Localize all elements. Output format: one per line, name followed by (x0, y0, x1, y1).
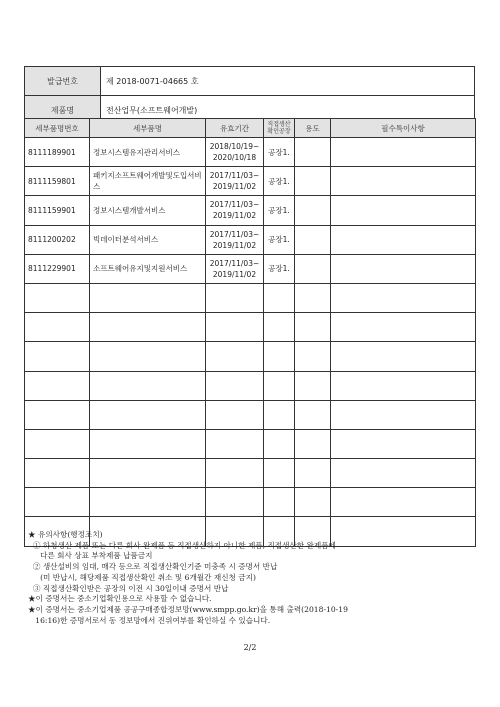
table-row (25, 342, 476, 371)
notice-line: 16:16)한 증명서로서 동 정보망에서 진위여부를 확인하실 수 있습니다. (28, 615, 271, 625)
valid-period-end: 2019/11/02 (212, 211, 257, 221)
notes-cell (331, 488, 476, 517)
detail-name-cell (90, 371, 206, 400)
header-factory-confirm (264, 119, 295, 138)
notice-line: ① 하청생산 제품 또는 다른 회사 완제품 등 직접생산하지 아니한 제품, 직접생산한 완제품에 (28, 540, 336, 550)
usage-cell (295, 400, 331, 429)
detail-products-table (24, 118, 476, 547)
valid-period-cell (206, 167, 264, 196)
usage-cell (295, 196, 331, 225)
factory-cell: 공장1. (264, 167, 295, 196)
valid-period-start: 2017/11/03~ (209, 229, 260, 239)
table-row (25, 167, 476, 196)
header-factory-confirm-line1: 직접생산 (267, 121, 291, 128)
detail-number-cell (25, 459, 90, 488)
usage-cell (295, 488, 331, 517)
factory-cell (264, 283, 295, 312)
table-row (25, 283, 476, 312)
certificate-info-table (24, 66, 475, 125)
table-row (25, 196, 476, 225)
notes-cell (331, 196, 476, 225)
usage-cell (295, 283, 331, 312)
notes-cell (331, 138, 476, 167)
valid-period-cell (206, 138, 264, 167)
table-row (25, 429, 476, 458)
notes-cell (331, 313, 476, 342)
header-valid-period: 유효기간 (206, 119, 264, 138)
notice-line: 다른 회사 상표 부착제품 납품금지 (28, 551, 153, 561)
valid-period-cell (206, 429, 264, 458)
factory-cell (264, 313, 295, 342)
issue-number-row (25, 67, 475, 96)
notice-section (28, 530, 478, 626)
valid-period-cell (206, 225, 264, 254)
usage-cell (295, 254, 331, 283)
notes-cell (331, 225, 476, 254)
header-factory-confirm-line2: 확인공장 (267, 128, 291, 135)
usage-cell (295, 313, 331, 342)
usage-cell (295, 429, 331, 458)
header-usage: 용도 (295, 119, 331, 138)
usage-cell (295, 138, 331, 167)
issue-number-label: 발급번호 (25, 67, 101, 96)
valid-period-cell (206, 254, 264, 283)
factory-cell (264, 342, 295, 371)
detail-name-cell (90, 313, 206, 342)
detail-number-cell (25, 313, 90, 342)
notes-cell (331, 459, 476, 488)
detail-name-cell: 정보시스템개발서비스 (90, 196, 206, 225)
header-detail-number: 세부품명번호 (25, 119, 90, 138)
factory-cell (264, 429, 295, 458)
usage-cell (295, 167, 331, 196)
detail-name-cell (90, 283, 206, 312)
table-row (25, 371, 476, 400)
notes-cell (331, 254, 476, 283)
header-detail-name: 세부품명 (90, 119, 206, 138)
valid-period-cell (206, 342, 264, 371)
valid-period-end: 2020/10/18 (212, 153, 257, 163)
detail-number-cell (25, 283, 90, 312)
detail-number-cell: 8111159801 (25, 167, 90, 196)
table-row (25, 225, 476, 254)
detail-number-cell: 8111200202 (25, 225, 90, 254)
valid-period-cell (206, 459, 264, 488)
detail-name-cell: 패키지소프트웨어개발및도입서비스 (90, 167, 206, 196)
notice-line: ② 생산설비의 임대, 매각 등으로 직접생산확인기준 미충족 시 증명서 반납 (28, 562, 278, 572)
factory-cell (264, 488, 295, 517)
notes-cell (331, 429, 476, 458)
notice-line: ★이 증명서는 중소기업확인용으로 사용할 수 없습니다. (28, 594, 212, 604)
usage-cell (295, 225, 331, 254)
detail-number-cell: 8111229901 (25, 254, 90, 283)
valid-period-start: 2018/10/19~ (209, 142, 260, 152)
header-required-notes: 필수특이사항 (331, 119, 476, 138)
factory-cell: 공장1. (264, 254, 295, 283)
factory-cell (264, 459, 295, 488)
product-name-value: 전산업무(소프트웨어개발) (101, 96, 475, 125)
detail-number-cell (25, 400, 90, 429)
factory-cell: 공장1. (264, 196, 295, 225)
table-row (25, 313, 476, 342)
table-body (25, 138, 476, 547)
notes-cell (331, 283, 476, 312)
valid-period-end: 2019/11/02 (212, 182, 257, 192)
detail-number-cell: 8111189901 (25, 138, 90, 167)
factory-cell (264, 400, 295, 429)
table-row (25, 488, 476, 517)
valid-period-cell (206, 313, 264, 342)
detail-number-cell (25, 488, 90, 517)
detail-name-cell (90, 459, 206, 488)
notes-cell (331, 371, 476, 400)
detail-name-cell (90, 429, 206, 458)
notes-cell (331, 400, 476, 429)
detail-name-cell: 빅데이터분석서비스 (90, 225, 206, 254)
factory-cell: 공장1. (264, 225, 295, 254)
notes-cell (331, 167, 476, 196)
detail-number-cell (25, 371, 90, 400)
detail-number-cell (25, 342, 90, 371)
detail-name-cell (90, 488, 206, 517)
table-header-row (25, 119, 476, 138)
table-row (25, 400, 476, 429)
valid-period-cell (206, 488, 264, 517)
valid-period-end: 2019/11/02 (212, 240, 257, 250)
usage-cell (295, 371, 331, 400)
valid-period-cell (206, 196, 264, 225)
product-name-label: 제품명 (25, 96, 101, 125)
notice-line: (미 반납시, 해당제품 직접생산확인 취소 및 6개월간 재신청 금지) (28, 572, 256, 582)
factory-cell (264, 371, 295, 400)
table-row (25, 459, 476, 488)
notes-cell (331, 342, 476, 371)
detail-name-cell: 정보시스템유지관리서비스 (90, 138, 206, 167)
issue-number-value: 제 2018-0071-04665 호 (101, 67, 475, 96)
detail-number-cell (25, 429, 90, 458)
factory-cell: 공장1. (264, 138, 295, 167)
usage-cell (295, 459, 331, 488)
page-number: 2/2 (243, 643, 257, 652)
valid-period-cell (206, 400, 264, 429)
detail-name-cell (90, 342, 206, 371)
usage-cell (295, 342, 331, 371)
valid-period-start: 2017/11/03~ (209, 171, 260, 181)
valid-period-cell (206, 371, 264, 400)
table-row (25, 254, 476, 283)
valid-period-end: 2019/11/02 (212, 269, 257, 279)
notice-line: ★ 유의사항(행정조치) (28, 530, 103, 539)
detail-number-cell: 8111159901 (25, 196, 90, 225)
notice-line: ③ 직접생산확인받은 공장의 이전 시 30일이내 증명서 반납 (28, 583, 229, 593)
valid-period-cell (206, 283, 264, 312)
valid-period-start: 2017/11/03~ (209, 258, 260, 268)
notice-line: ★이 증명서는 중소기업제품 공공구매종합정보망(www.smpp.go.kr)을 통해 출력(2018-10-19 (28, 604, 348, 614)
table-row (25, 138, 476, 167)
detail-name-cell: 소프트웨어유지및지원서비스 (90, 254, 206, 283)
detail-name-cell (90, 400, 206, 429)
valid-period-start: 2017/11/03~ (209, 200, 260, 210)
